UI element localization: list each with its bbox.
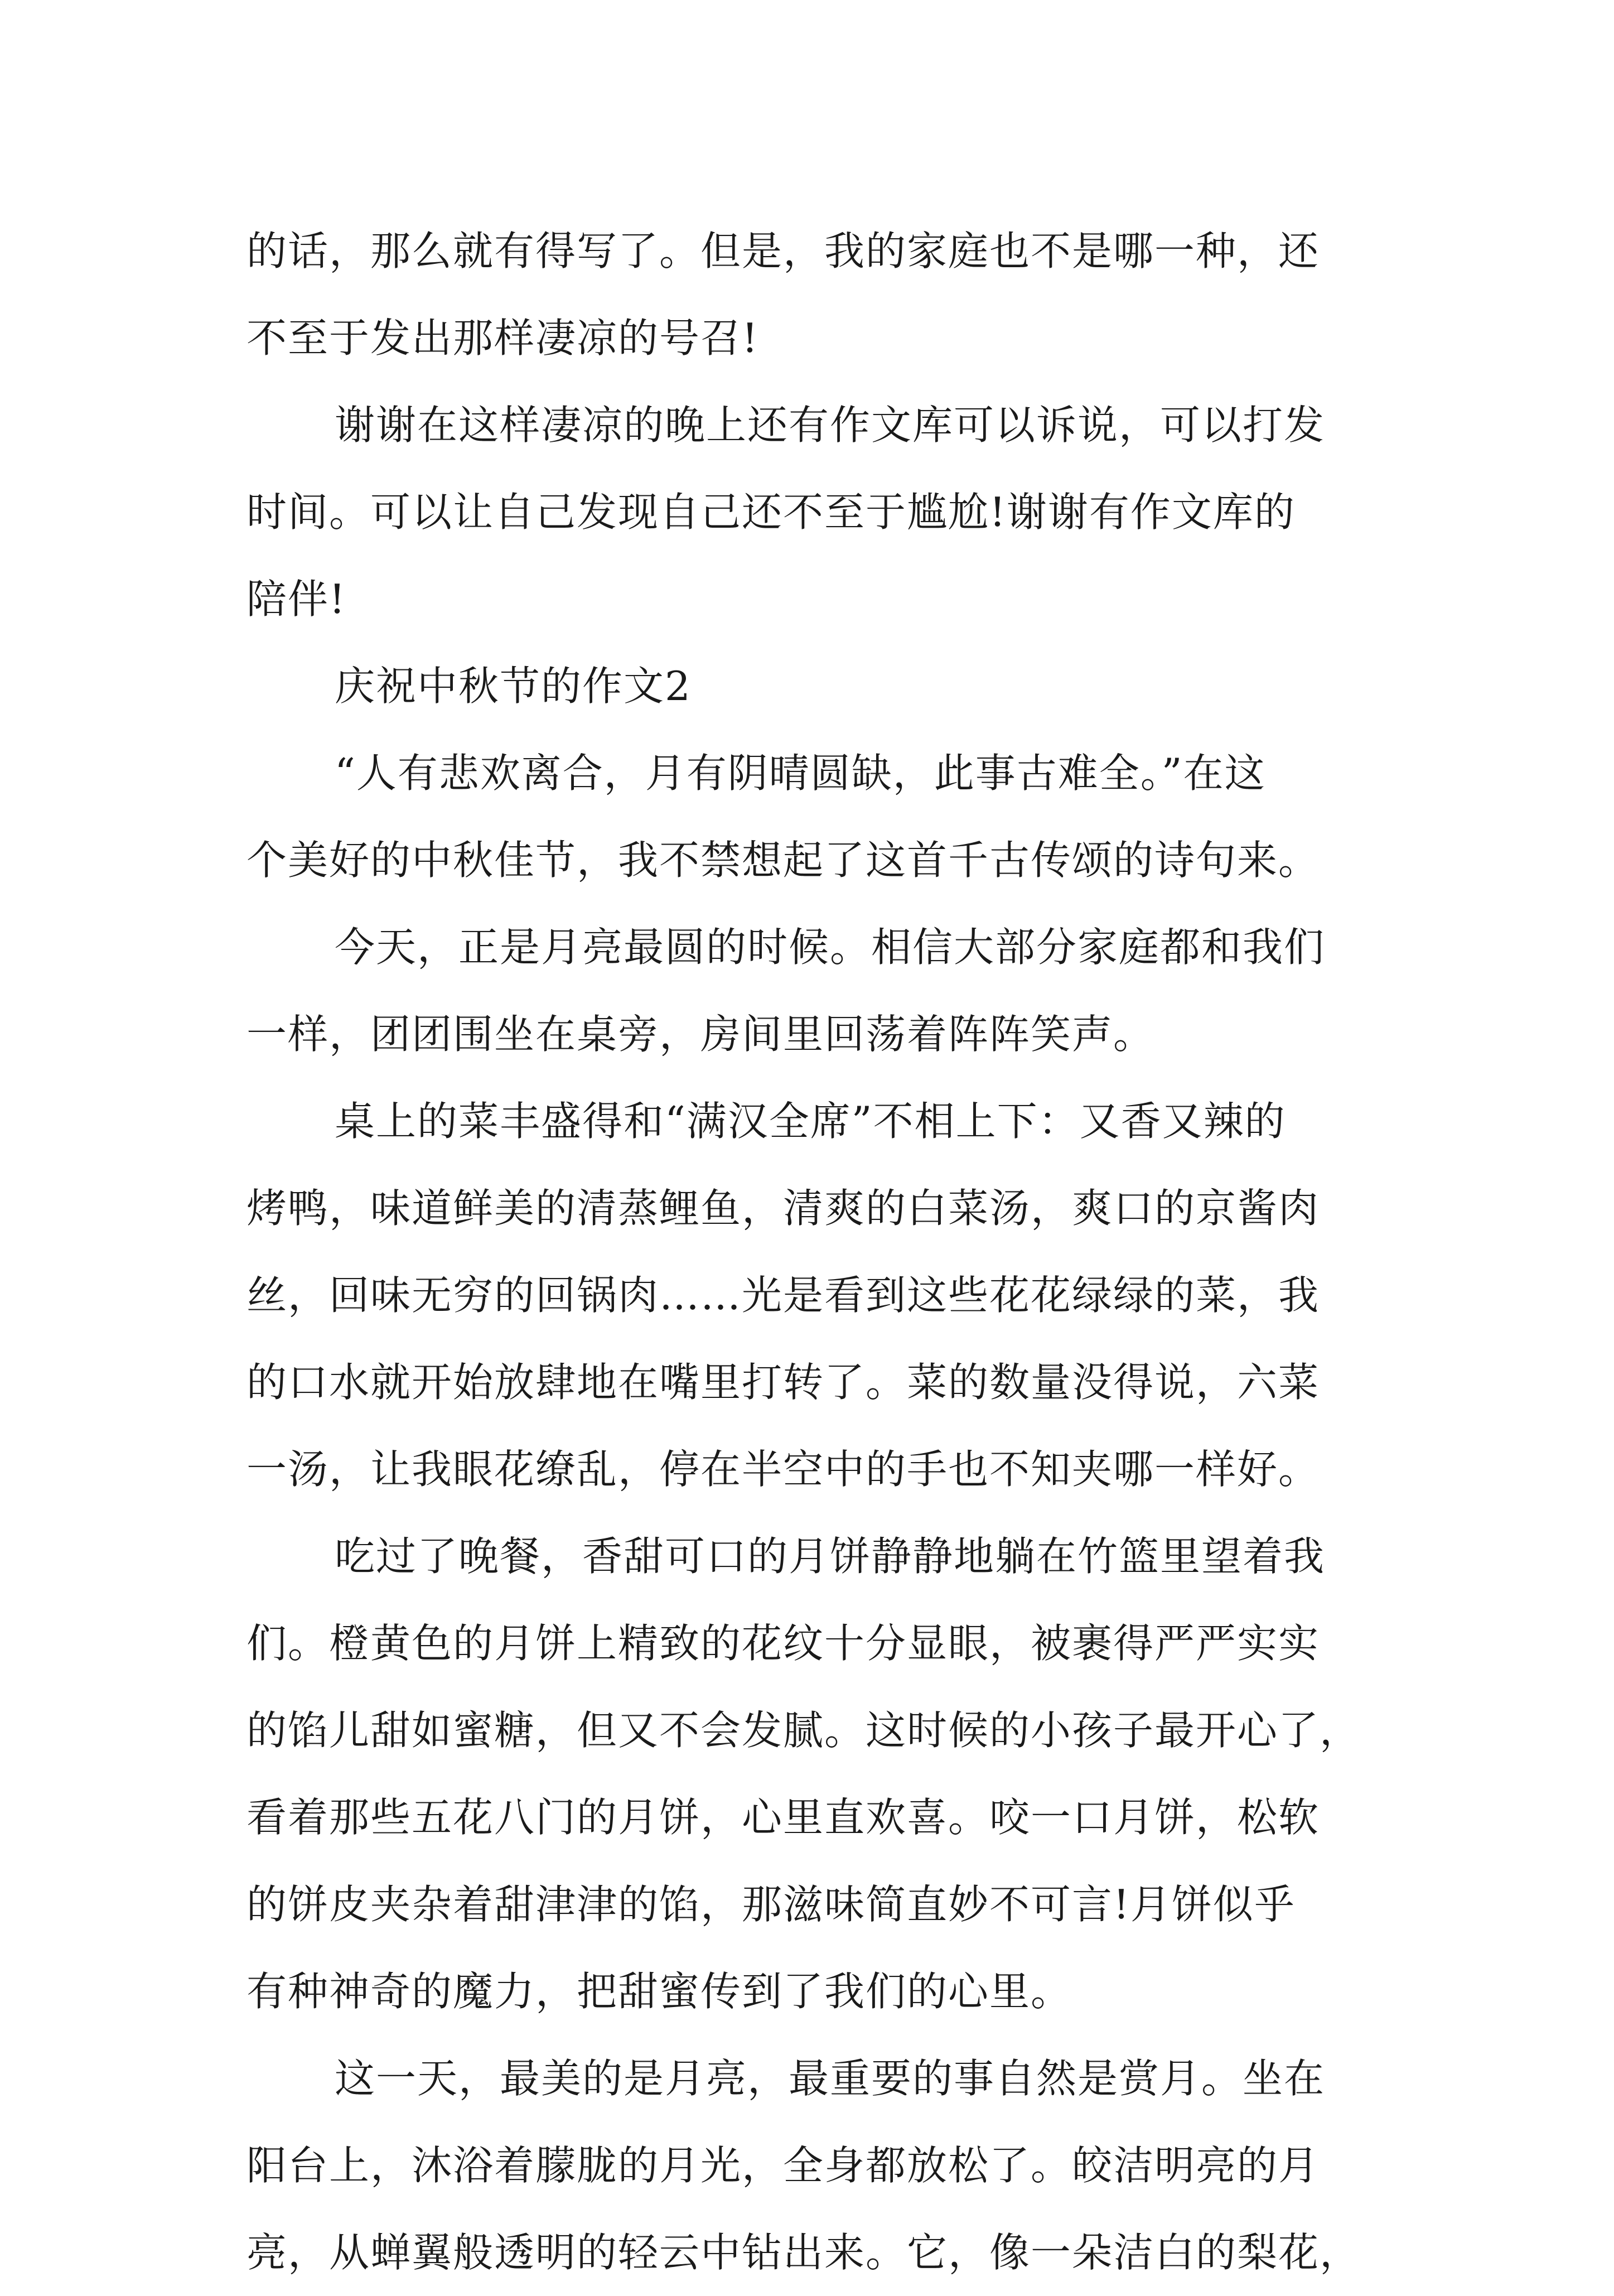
text-line: 阳台上，沐浴着朦胧的月光，全身都放松了。皎洁明亮的月 <box>247 2142 1320 2189</box>
text-line: 吃过了晚餐，香甜可口的月饼静静地躺在竹篮里望着我 <box>335 1533 1326 1580</box>
text-line: 桌上的菜丰盛得和“满汉全席”不相上下：又香又辣的 <box>335 1098 1286 1145</box>
text-line: 烤鸭，味道鲜美的清蒸鲤鱼，清爽的白菜汤，爽口的京酱肉 <box>247 1185 1320 1232</box>
text-line: 陪伴! <box>247 576 346 623</box>
text-line: 亮，从蝉翼般透明的轻云中钻出来。它，像一朵洁白的梨花， <box>247 2229 1361 2276</box>
text-line: 看着那些五花八门的月饼，心里直欢喜。咬一口月饼，松软 <box>247 1794 1320 1841</box>
text-line: 谢谢在这样凄凉的晚上还有作文库可以诉说，可以打发 <box>335 402 1326 448</box>
text-line: 一样，团团围坐在桌旁，房间里回荡着阵阵笑声。 <box>247 1011 1155 1058</box>
text-line: 们。橙黄色的月饼上精致的花纹十分显眼，被裹得严严实实 <box>247 1620 1320 1667</box>
text-line: 不至于发出那样凄凉的号召! <box>247 315 759 361</box>
text-line: 的饼皮夹杂着甜津津的馅，那滋味简直妙不可言!月饼似乎 <box>247 1881 1296 1928</box>
text-line: “人有悲欢离合，月有阴晴圆缺，此事古难全。”在这 <box>335 750 1266 797</box>
text-line: 的馅儿甜如蜜糖，但又不会发腻。这时候的小孩子最开心了， <box>247 1707 1361 1754</box>
text-line: 有种神奇的魔力，把甜蜜传到了我们的心里。 <box>247 1968 1072 2015</box>
text-line: 时间。可以让自己发现自己还不至于尴尬!谢谢有作文库的 <box>247 489 1296 536</box>
text-line: 丝，回味无穷的回锅肉……光是看到这些花花绿绿的菜，我 <box>247 1272 1320 1319</box>
text-line: 的话，那么就有得写了。但是，我的家庭也不是哪一种，还 <box>247 228 1320 274</box>
text-line: 的口水就开始放肆地在嘴里打转了。菜的数量没得说，六菜 <box>247 1359 1320 1406</box>
text-line: 一汤，让我眼花缭乱，停在半空中的手也不知夹哪一样好。 <box>247 1446 1320 1493</box>
section-heading: 庆祝中秋节的作文2 <box>335 663 692 710</box>
text-line: 这一天，最美的是月亮，最重要的事自然是赏月。坐在 <box>335 2055 1326 2102</box>
text-line: 今天，正是月亮最圆的时候。相信大部分家庭都和我们 <box>335 924 1326 971</box>
essay-body <box>247 208 1379 2296</box>
text-line: 个美好的中秋佳节，我不禁想起了这首千古传颂的诗句来。 <box>247 837 1320 884</box>
